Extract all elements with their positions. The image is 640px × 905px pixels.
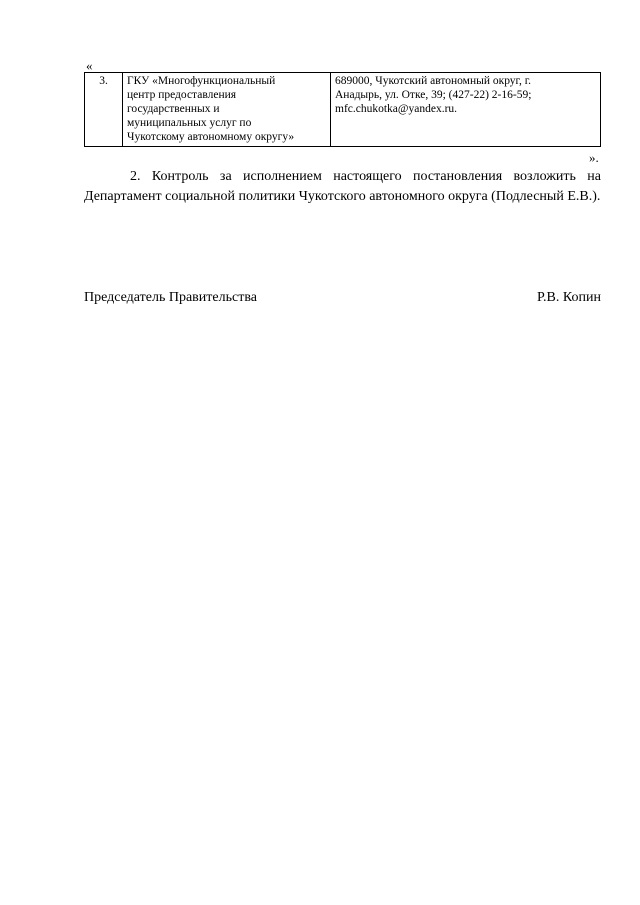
address-line: 689000, Чукотский автономный округ, г.: [335, 75, 532, 87]
signature-name: Р.В. Копин: [537, 290, 601, 305]
row-number-cell: 3.: [85, 73, 123, 147]
signature-position: Председатель Правительства: [84, 290, 257, 305]
name-line: Чукотскому автономному округу»: [127, 131, 295, 143]
paragraph-2: 2. Контроль за исполнением настоящего постановления возложить на Департамент социальной политики Чукотского автономного округа (Подлесный Е.В.).: [84, 169, 601, 204]
table-row: [85, 73, 601, 147]
mfc-table: [84, 72, 601, 147]
address-line: Анадырь, ул. Отке, 39; (427-22) 2-16-59;: [335, 89, 532, 101]
name-line: государственных и: [127, 103, 220, 115]
opening-quote-mark: «: [86, 58, 93, 73]
name-line: муниципальных услуг по: [127, 117, 252, 129]
closing-quote-mark: ».: [589, 150, 599, 165]
address-contact-cell: [331, 73, 601, 147]
address-line: mfc.chukotka@yandex.ru.: [335, 103, 458, 115]
name-line: центр предоставления: [127, 89, 237, 101]
organization-name-cell: [123, 73, 331, 147]
name-line: ГКУ «Многофункциональный: [127, 75, 276, 87]
